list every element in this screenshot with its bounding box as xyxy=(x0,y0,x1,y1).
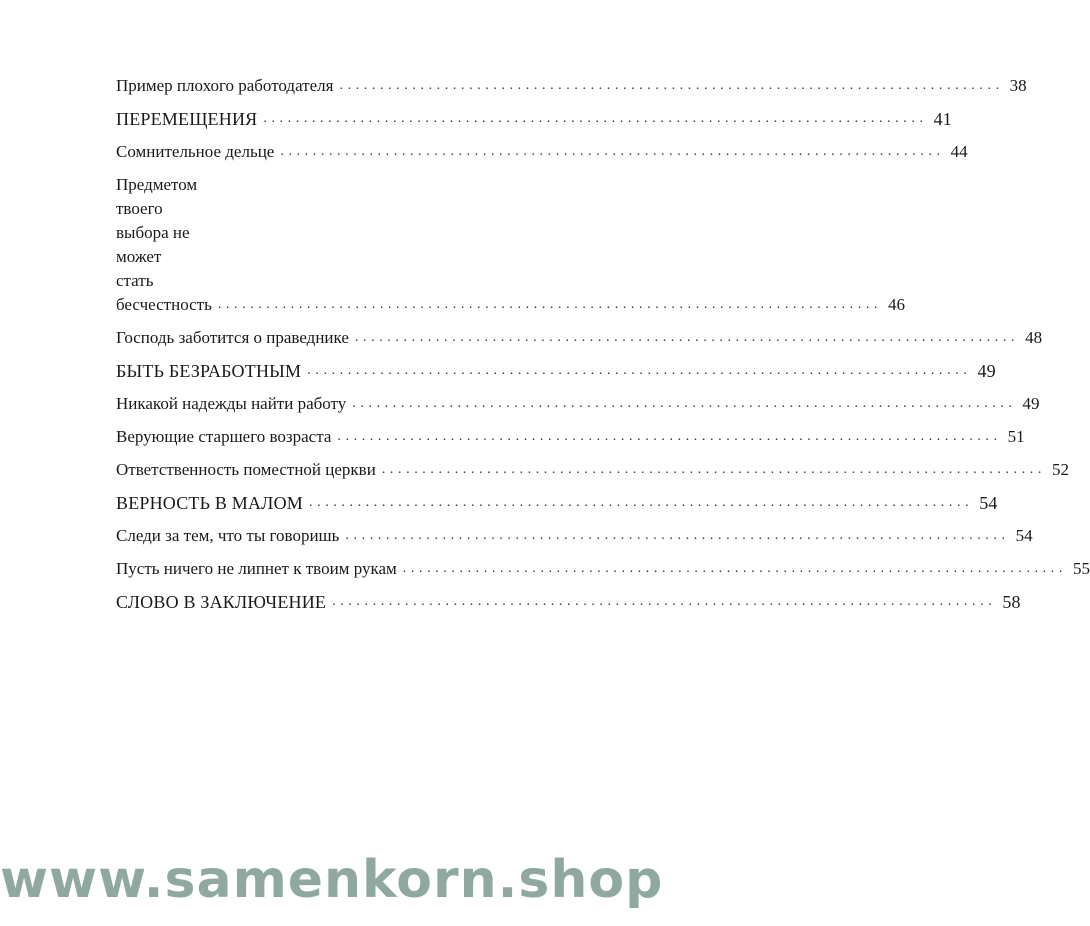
toc-entry xyxy=(116,326,1043,350)
toc-entry xyxy=(116,140,968,164)
toc-entry xyxy=(116,458,1070,482)
dot-leader: .................................................................................. xyxy=(307,363,972,378)
watermark: www.samenkorn.shop xyxy=(0,850,664,910)
toc-section-page: 54 xyxy=(979,493,998,513)
dot-leader: .................................................................................. xyxy=(381,462,1047,477)
toc-section-page: 58 xyxy=(1002,592,1021,612)
toc-entry-title: Пример плохого работодателя xyxy=(116,76,334,95)
toc-section-title: ПЕРЕМЕЩЕНИЯ xyxy=(116,109,258,129)
toc-entry-page: 55 xyxy=(1072,559,1090,578)
toc-entry-page: 46 xyxy=(888,295,906,314)
toc-entry-page: 52 xyxy=(1052,460,1070,479)
toc-section-page: 41 xyxy=(933,109,952,129)
toc-entry-title: Предметом твоего выбора не может стать бесчестность xyxy=(116,175,212,314)
toc-entry xyxy=(116,173,906,317)
toc-entry-title: Ответственность поместной церкви xyxy=(116,460,376,479)
toc-section-title: БЫТЬ БЕЗРАБОТНЫМ xyxy=(116,361,302,381)
dot-leader: .................................................................................. xyxy=(263,111,928,126)
dot-leader: .................................................................................. xyxy=(280,144,945,159)
toc-entry-title: Следи за тем, что ты говоришь xyxy=(116,526,340,545)
toc-entry-page: 49 xyxy=(1022,394,1040,413)
table-of-contents xyxy=(116,74,1090,623)
dot-leader: .................................................................................. xyxy=(352,396,1017,411)
toc-entry-title: Сомнительное дельце xyxy=(116,142,275,161)
dot-leader: .................................................................................. xyxy=(309,495,974,510)
toc-entry-title: Господь заботится о праведнике xyxy=(116,328,349,347)
toc-entry xyxy=(116,557,1090,581)
dot-leader: .................................................................................. xyxy=(402,561,1067,576)
toc-entry-title: Пусть ничего не липнет к твоим рукам xyxy=(116,559,397,578)
toc-entry-page: 48 xyxy=(1025,328,1043,347)
toc-entry xyxy=(116,524,1033,548)
toc-section xyxy=(116,359,996,383)
dot-leader: .................................................................................. xyxy=(332,594,997,609)
toc-section xyxy=(116,491,998,515)
toc-entry xyxy=(116,392,1040,416)
dot-leader: .................................................................................. xyxy=(354,330,1020,345)
toc-section-title: ВЕРНОСТЬ В МАЛОМ xyxy=(116,493,303,513)
toc-entry-page: 44 xyxy=(950,142,968,161)
toc-section xyxy=(116,590,1021,614)
toc-section-page: 49 xyxy=(977,361,996,381)
toc-entry-page: 38 xyxy=(1009,76,1027,95)
dot-leader: .................................................................................. xyxy=(345,528,1010,543)
toc-entry xyxy=(116,425,1025,449)
toc-entry-title: Никакой надежды найти работу xyxy=(116,394,347,413)
toc-entry xyxy=(116,74,1027,98)
dot-leader: .................................................................................. xyxy=(339,78,1004,93)
dot-leader: .................................................................................. xyxy=(337,429,1002,444)
toc-section xyxy=(116,107,952,131)
toc-section-title: СЛОВО В ЗАКЛЮЧЕНИЕ xyxy=(116,592,327,612)
dot-leader: .................................................................................. xyxy=(217,297,883,312)
toc-entry-page: 51 xyxy=(1007,427,1025,446)
toc-entry-title: Верующие старшего возраста xyxy=(116,427,332,446)
toc-entry-page: 54 xyxy=(1015,526,1033,545)
